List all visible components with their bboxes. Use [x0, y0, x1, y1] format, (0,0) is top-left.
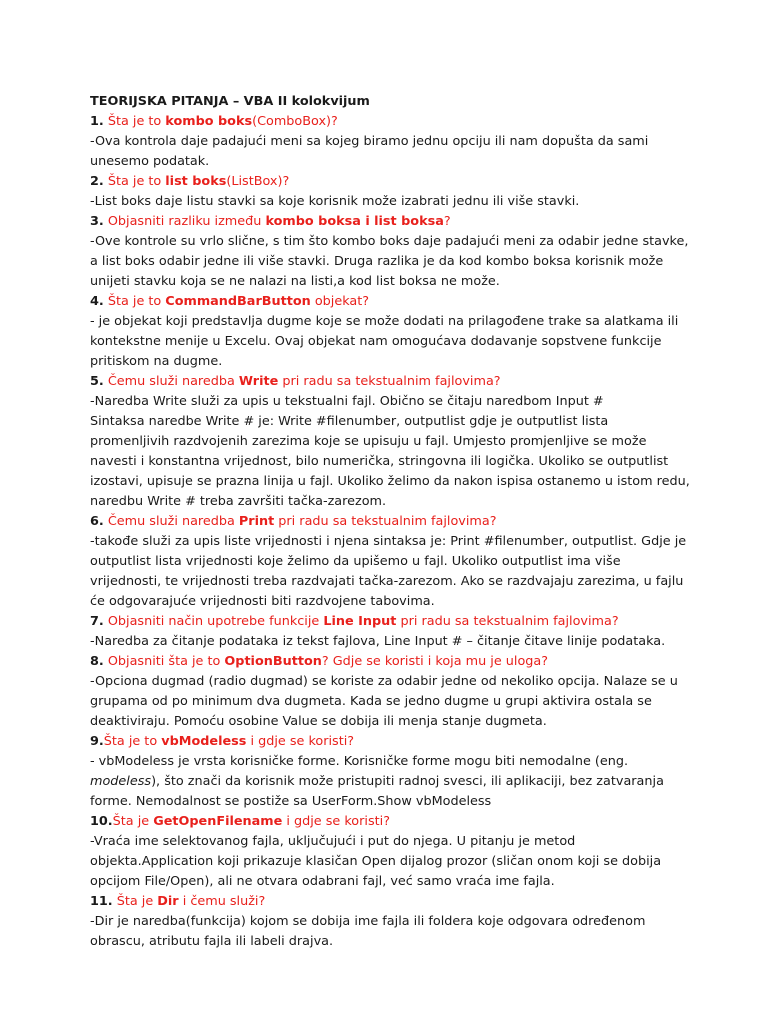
- question-text: i gdje se koristi?: [282, 814, 390, 829]
- question-10: [90, 812, 690, 832]
- question-number: 6.: [90, 514, 104, 529]
- question-keyword: kombo boksa i list boksa: [265, 214, 444, 229]
- question-keyword: kombo boks: [165, 114, 253, 129]
- answer-italic-term: modeless: [90, 774, 152, 789]
- question-text: Šta je to: [103, 294, 166, 309]
- question-1: [90, 112, 690, 132]
- question-keyword: Print: [238, 514, 275, 529]
- document-title: TEORIJSKA PITANJA – VBA II kolokvijum: [90, 94, 370, 109]
- answer-7: -Naredba za čitanje podataka iz tekst fajlova, Line Input # – čitanje čitave linije podataka.: [90, 634, 666, 649]
- question-text: Objasniti razliku između: [103, 214, 266, 229]
- question-7: [90, 612, 690, 632]
- question-number: 11.: [90, 894, 113, 909]
- answer-5-line-2: Sintaksa naredbe Write # je: Write #filenumber, outputlist gdje je outputlist lista promenljivih razdvojenih zarezima koje se upisuju u fajl. Umjesto promjenljive se može navesti i konstantna vrijednost, bilo numerička, stringovna ili logička. Ukoliko se outputlist izostavi, upisuje se prazna linija u fajl. Ukoliko želimo da nakon ispisa ostanemo u istom redu, naredbu Write # treba završiti tačka-zarezom.: [90, 414, 690, 509]
- question-text: Čemu služi naredba: [103, 374, 239, 389]
- question-3: [90, 212, 690, 232]
- question-8: [90, 652, 690, 672]
- question-number: 10.: [90, 814, 113, 829]
- answer-6: -takođe služi za upis liste vrijednosti i njena sintaksa je: Print #filenumber, outputlist. Gdje je outputlist lista vrijednosti koje želimo da upišemo u fajl. Ukoliko outputlist ima više vrijednosti, te vrijednosti treba razdvajati tačka-zarezom. Ako se razdvajaju zarezima, u fajlu će odgovarajuće vrijednosti biti razdvojene tabovima.: [90, 534, 687, 609]
- question-keyword: list boks: [165, 174, 227, 189]
- question-text: Šta je to: [103, 734, 162, 749]
- question-number: 5.: [90, 374, 104, 389]
- question-text: Šta je to: [103, 174, 166, 189]
- answer-3: -Ove kontrole su vrlo slične, s tim što kombo boks daje padajući meni za odabir jedne stavke, a list boks odabir jedne ili više stavki. Druga razlika je da kod kombo boksa korisnik može unijeti stavku koja se ne nalazi na listi,a kod list boksa ne može.: [90, 234, 689, 289]
- question-text: pri radu sa tekstualnim fajlovima?: [278, 374, 501, 389]
- question-text: (ComboBox)?: [252, 114, 338, 129]
- question-number: 9.: [90, 734, 104, 749]
- question-text: ?: [443, 214, 451, 229]
- question-keyword: Line Input: [323, 614, 397, 629]
- question-text: Objasniti šta je to: [103, 654, 225, 669]
- question-text: Šta je: [112, 894, 158, 909]
- question-number: 3.: [90, 214, 104, 229]
- question-text: pri radu sa tekstualnim fajlovima?: [274, 514, 497, 529]
- answer-4: - je objekat koji predstavlja dugme koje se može dodati na prilagođene trake sa alatkama ili kontekstne menije u Excelu. Ovaj objekat nam omogućava dodavanje sopstvene funkcije pritiskom na dugme.: [90, 314, 679, 369]
- document-page: [90, 92, 690, 952]
- question-text: (ListBox)?: [226, 174, 290, 189]
- question-text: Šta je to: [103, 114, 166, 129]
- question-text: i čemu služi?: [178, 894, 266, 909]
- question-number: 2.: [90, 174, 104, 189]
- question-11: [90, 892, 690, 912]
- question-text: Čemu služi naredba: [103, 514, 239, 529]
- question-keyword: vbModeless: [161, 734, 247, 749]
- question-4: [90, 292, 690, 312]
- answer-2: -List boks daje listu stavki sa koje korisnik može izabrati jednu ili više stavki.: [90, 194, 580, 209]
- question-5: [90, 372, 690, 392]
- answer-11: -Dir je naredba(funkcija) kojom se dobija ime fajla ili foldera koje odgovara određenom obrascu, atributu fajla ili labeli drajva.: [90, 914, 646, 949]
- question-text: objekat?: [310, 294, 370, 309]
- question-number: 1.: [90, 114, 104, 129]
- question-keyword: CommandBarButton: [165, 294, 311, 309]
- question-9: [90, 732, 690, 752]
- question-number: 4.: [90, 294, 104, 309]
- question-keyword: GetOpenFilename: [153, 814, 283, 829]
- answer-text: - vbModeless je vrsta korisničke forme. Korisničke forme mogu biti nemodalne (eng.: [90, 754, 629, 769]
- question-6: [90, 512, 690, 532]
- question-text: ? Gdje se koristi i koja mu je uloga?: [321, 654, 549, 669]
- question-text: Objasniti način upotrebe funkcije: [103, 614, 324, 629]
- question-text: pri radu sa tekstualnim fajlovima?: [396, 614, 619, 629]
- question-text: i gdje se koristi?: [246, 734, 355, 749]
- question-keyword: Write: [238, 374, 279, 389]
- question-number: 8.: [90, 654, 104, 669]
- answer-10: -Vraća ime selektovanog fajla, uključujući i put do njega. U pitanju je metod objekta.Application koji prikazuje klasičan Open dijalog prozor (sličan onom koji se dobija opcijom File/Open), ali ne otvara odabrani fajl, već samo vraća ime fajla.: [90, 834, 662, 889]
- answer-5-line-1: -Naredba Write služi za upis u tekstualni fajl. Obično se čitaju naredbom Input #: [90, 394, 604, 409]
- answer-1: -Ova kontrola daje padajući meni sa kojeg biramo jednu opciju ili nam dopušta da sami unesemo podatak.: [90, 134, 649, 169]
- answer-9: [90, 752, 690, 812]
- question-number: 7.: [90, 614, 104, 629]
- question-2: [90, 172, 690, 192]
- question-keyword: Dir: [157, 894, 179, 909]
- question-keyword: OptionButton: [224, 654, 322, 669]
- answer-text: ), što znači da korisnik može pristupiti radnoj svesci, ili aplikaciji, bez zatvaranja forme. Nemodalnost se postiže sa UserForm.Show vbModeless: [90, 774, 664, 809]
- question-text: Šta je: [112, 814, 154, 829]
- answer-8: -Opciona dugmad (radio dugmad) se koriste za odabir jedne od nekoliko opcija. Nalaze se u grupama od po minimum dva dugmeta. Kada se jedno dugme u grupi aktivira ostala se deaktiviraju. Pomoću osobine Value se dobija ili menja stanje dugmeta.: [90, 674, 678, 729]
